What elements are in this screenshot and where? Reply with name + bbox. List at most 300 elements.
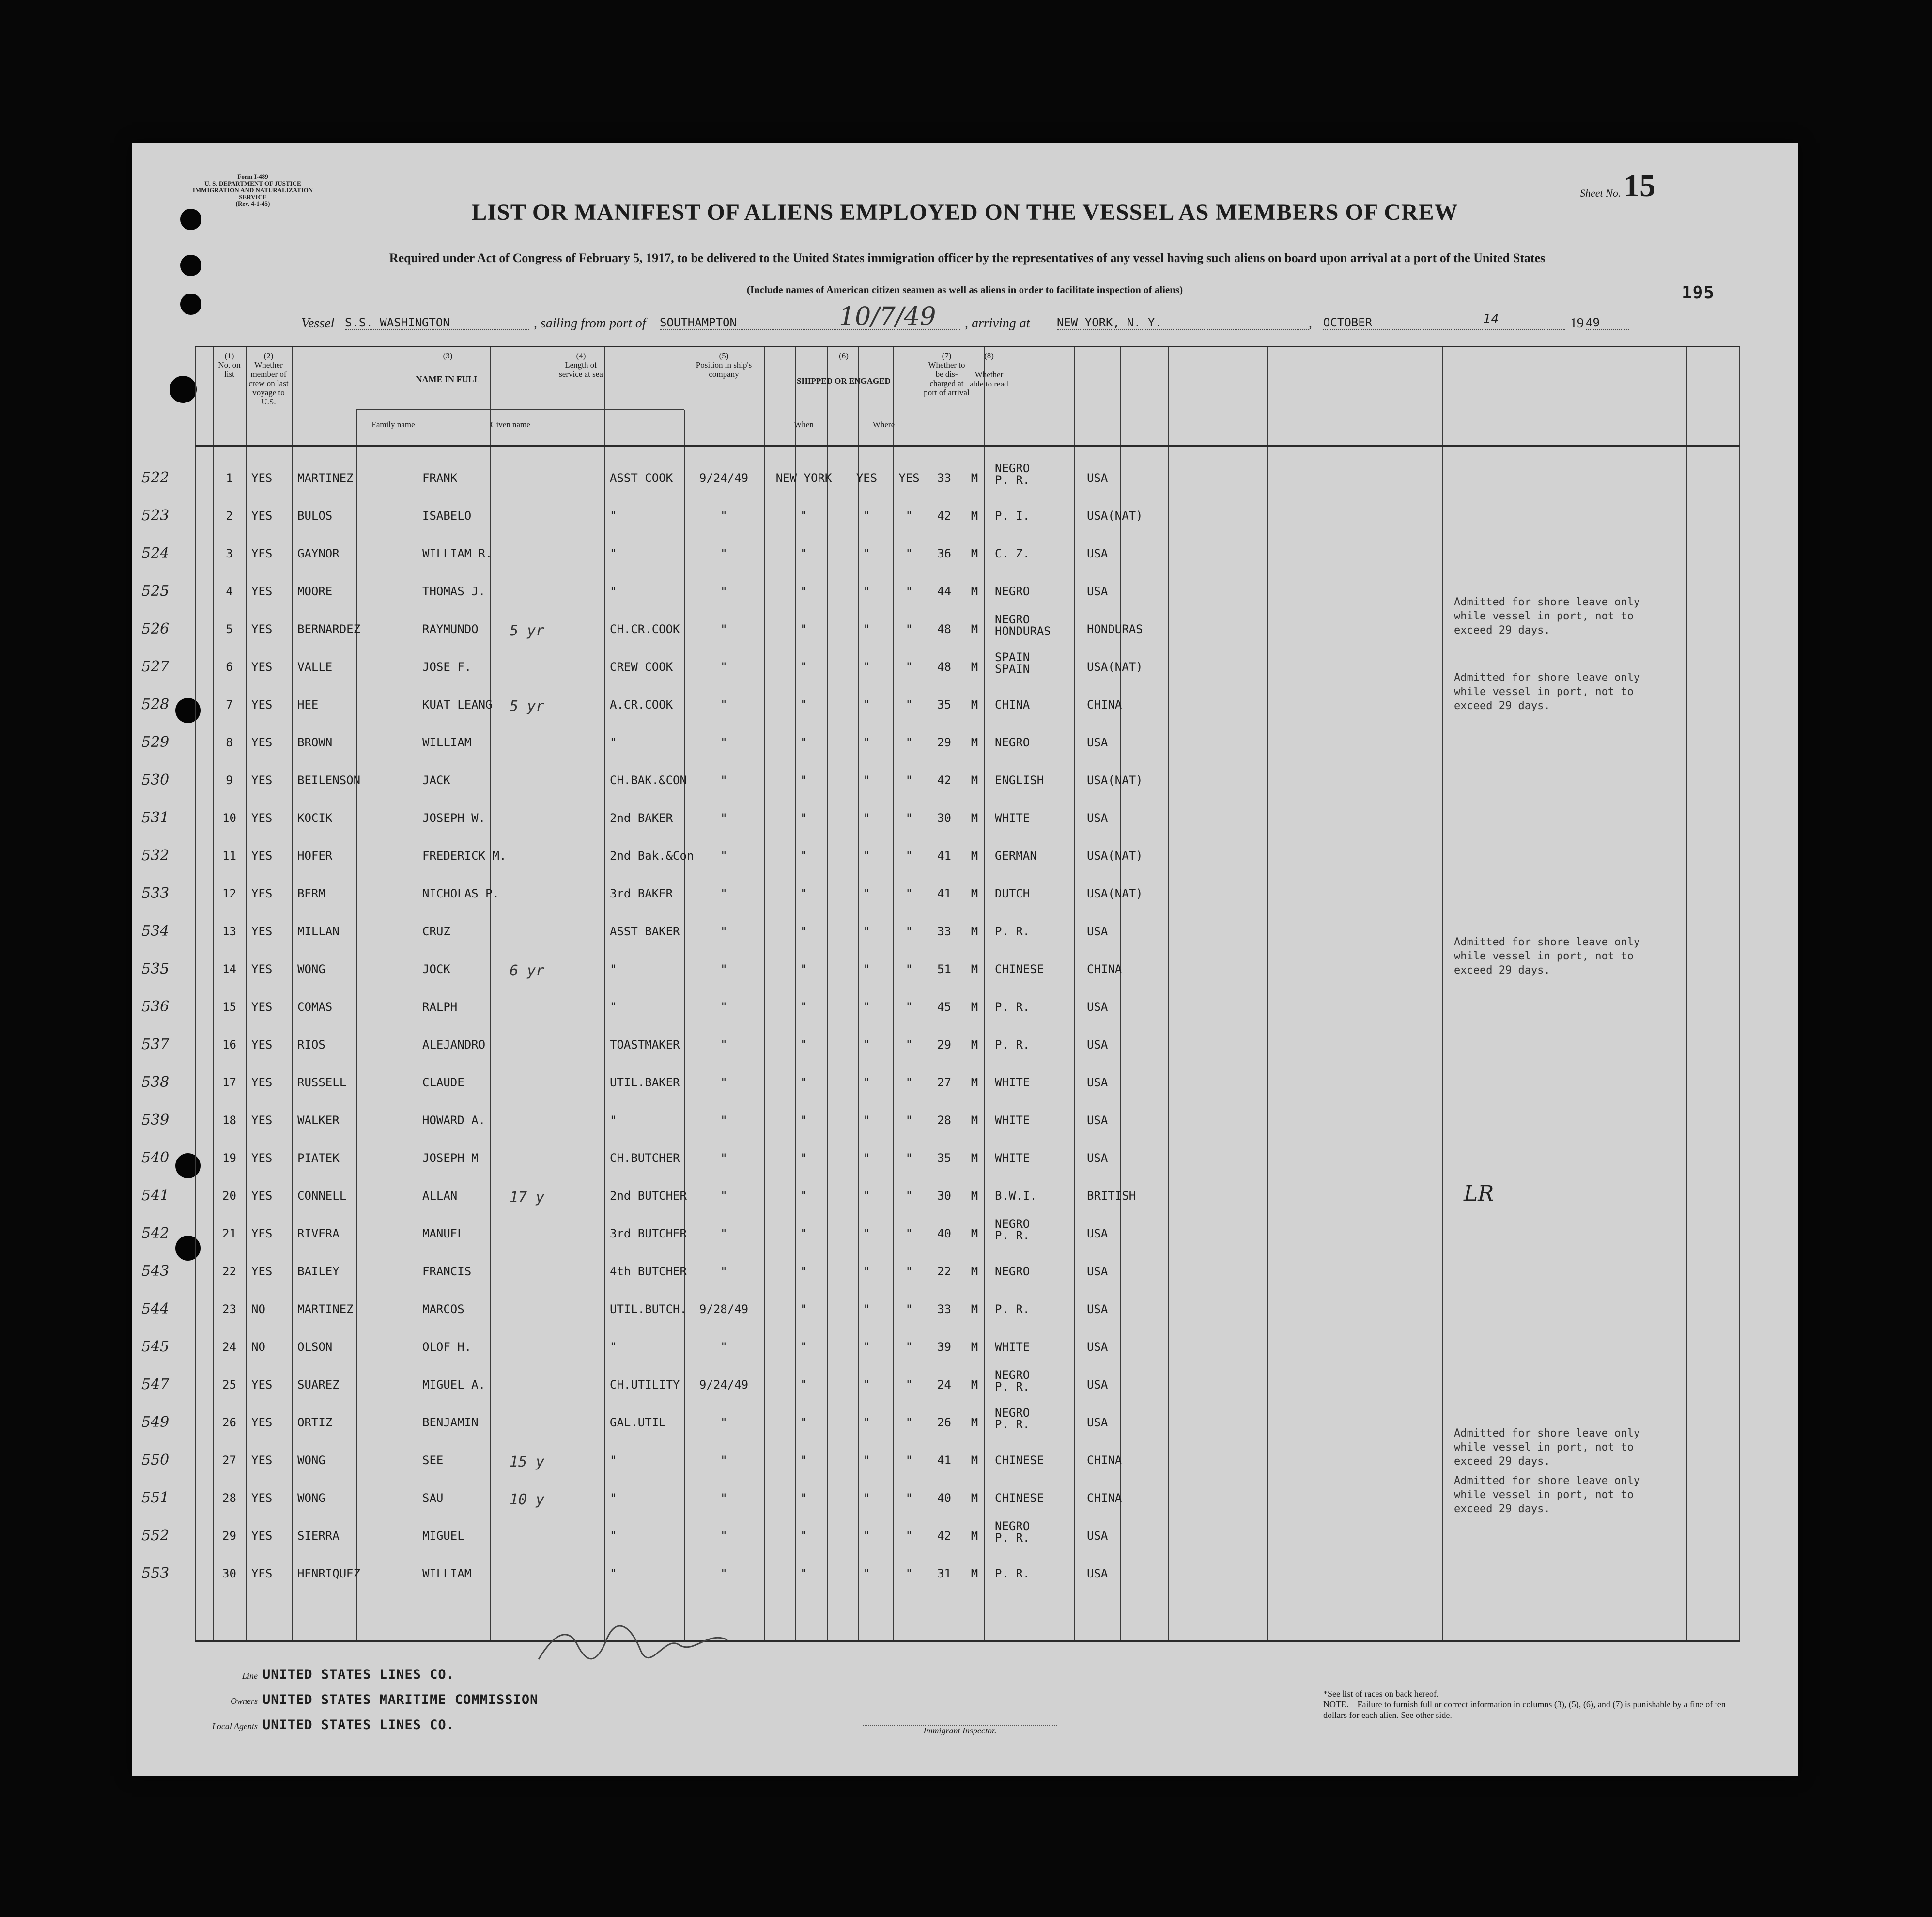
shore-leave-remark: Admitted for shore leave only while vessel in port, not to exceed 29 days. (1454, 1475, 1640, 1515)
cell-family: VALLE (297, 660, 333, 674)
margin-number: 523 (141, 507, 170, 524)
cell-where: " (800, 509, 807, 523)
cell-where: " (800, 1000, 807, 1014)
manifest-sheet (132, 143, 1798, 1776)
cell-when: " (720, 585, 727, 598)
cell-age: 45 (937, 1000, 951, 1014)
table-row (141, 1214, 1740, 1252)
cell-sex: M (971, 622, 978, 636)
cell-when: " (720, 547, 727, 560)
cell-race: GERMAN (995, 849, 1037, 863)
col-header-discharged: Whether to be dis-charged at port of arrival (924, 360, 970, 397)
cell-sex: M (971, 887, 978, 900)
cell-given: CLAUDE (422, 1076, 464, 1089)
cell-member: YES (251, 962, 273, 976)
cell-race: CHINESE (995, 1491, 1044, 1505)
cell-member: NO (251, 1302, 265, 1316)
cell-read: " (905, 1000, 913, 1014)
race-note: *See list of races on back hereof. (1323, 1689, 1439, 1699)
footer (195, 1654, 1745, 1761)
cell-where: " (800, 1453, 807, 1467)
cell-read: " (905, 622, 913, 636)
cell-age: 28 (937, 1113, 951, 1127)
race-line-1: NEGRO (995, 1519, 1030, 1533)
cell-no: 27 (222, 1453, 236, 1467)
cell-no: 25 (222, 1378, 236, 1391)
cell-age: 22 (937, 1265, 951, 1278)
cell-sex: M (971, 773, 978, 787)
cell-family: KOCIK (297, 811, 333, 825)
cell-when: " (720, 1265, 727, 1278)
cell-no: 13 (222, 925, 236, 938)
cell-family: BAILEY (297, 1265, 340, 1278)
voyage-line: Vessel S.S. WASHINGTON , sailing from port of SOUTHAMPTON 10/7/49 , arriving at NEW YORK, N. Y. , OCTOBER 14 19 49 (301, 316, 1778, 335)
cell-family: SIERRA (297, 1529, 340, 1543)
cell-position: " (610, 1529, 617, 1543)
cell-no: 6 (226, 660, 233, 674)
cell-family: CONNELL (297, 1189, 347, 1203)
cell-nationality: CHINA (1087, 698, 1122, 711)
cell-age: 30 (937, 1189, 951, 1203)
cell-given: OLOF H. (422, 1340, 472, 1354)
cell-age: 29 (937, 736, 951, 749)
cell-sex: M (971, 736, 978, 749)
col-header-when: When (794, 420, 814, 429)
line-label: Line (242, 1671, 258, 1681)
cell-family: MARTINEZ (297, 471, 354, 485)
cell-sex: M (971, 1567, 978, 1580)
cell-race: C. Z. (995, 547, 1030, 560)
race-line-2: P. R. (995, 1418, 1030, 1431)
cell-when: 9/28/49 (699, 1302, 749, 1316)
cell-no: 12 (222, 887, 236, 900)
cell-member: YES (251, 736, 273, 749)
cell-race: CHINESE (995, 1453, 1044, 1467)
cell-family: MOORE (297, 585, 333, 598)
margin-number: 553 (141, 1565, 170, 1582)
cell-sex: M (971, 1189, 978, 1203)
cell-sex: M (971, 1113, 978, 1127)
cell-position: " (610, 1000, 617, 1014)
cell-service: 5 yr (510, 622, 545, 639)
cell-where: " (800, 1265, 807, 1278)
cell-where: " (800, 887, 807, 900)
cell-given: ALLAN (422, 1189, 458, 1203)
cell-when: " (720, 622, 727, 636)
cell-given: JOSEPH W. (422, 811, 486, 825)
cell-position: " (610, 585, 617, 598)
cell-age: 41 (937, 849, 951, 863)
cell-family: BROWN (297, 736, 333, 749)
cell-disch: " (863, 1076, 870, 1089)
cell-given: FRANK (422, 471, 458, 485)
cell-disch: " (863, 1189, 870, 1203)
cell-when: " (720, 925, 727, 938)
cell-where: " (800, 1189, 807, 1203)
cell-where: " (800, 1378, 807, 1391)
cell-where: " (800, 1076, 807, 1089)
cell-age: 39 (937, 1340, 951, 1354)
col-header-position: Position in ship's company (696, 360, 752, 379)
cell-disch: " (863, 1567, 870, 1580)
cell-position: " (610, 1453, 617, 1467)
margin-number: 539 (141, 1112, 170, 1129)
cell-disch: " (863, 1113, 870, 1127)
race-line-1: NEGRO (995, 1368, 1030, 1382)
cell-where: " (800, 547, 807, 560)
table-row (141, 534, 1740, 572)
table-row (141, 723, 1740, 761)
cell-nationality: CHINA (1087, 1491, 1122, 1505)
cell-age: 42 (937, 1529, 951, 1543)
cell-when: " (720, 1529, 727, 1543)
cell-disch: " (863, 1340, 870, 1354)
cell-given: MIGUEL (422, 1529, 464, 1543)
col-8-number: (8) (984, 351, 994, 360)
cell-read: " (905, 1340, 913, 1354)
table-row (141, 799, 1740, 836)
cell-given: BENJAMIN (422, 1416, 479, 1429)
cell-age: 51 (937, 962, 951, 976)
cell-where: " (800, 1340, 807, 1354)
punch-hole (180, 294, 201, 315)
cell-nationality: USA (1087, 1340, 1108, 1354)
cell-when: " (720, 849, 727, 863)
table-row (141, 1328, 1740, 1365)
cell-where: " (800, 849, 807, 863)
handwritten-date: 10/7/49 (839, 302, 936, 331)
cell-member: YES (251, 660, 273, 674)
margin-number: 531 (141, 809, 170, 826)
cell-sex: M (971, 1227, 978, 1240)
cell-age: 36 (937, 547, 951, 560)
cell-read: " (905, 585, 913, 598)
cell-given: THOMAS J. (422, 585, 486, 598)
race-line-1: NEGRO (995, 1217, 1030, 1231)
cell-read: " (905, 887, 913, 900)
cell-no: 17 (222, 1076, 236, 1089)
cell-family: BULOS (297, 509, 333, 523)
cell-member: YES (251, 547, 273, 560)
cell-read: " (905, 547, 913, 560)
cell-family: COMAS (297, 1000, 333, 1014)
cell-position: " (610, 962, 617, 976)
cell-age: 42 (937, 509, 951, 523)
shore-leave-remark: Admitted for shore leave only while vessel in port, not to exceed 29 days. (1454, 672, 1640, 712)
cell-no: 18 (222, 1113, 236, 1127)
page-title: LIST OR MANIFEST OF ALIENS EMPLOYED ON THE VESSEL AS MEMBERS OF CREW (471, 200, 1458, 225)
cell-nationality: CHINA (1087, 1453, 1122, 1467)
cell-read: " (905, 736, 913, 749)
cell-given: NICHOLAS P. (422, 887, 499, 900)
cell-disch: " (863, 736, 870, 749)
col-5-number: (5) (719, 351, 729, 360)
cell-age: 33 (937, 1302, 951, 1316)
cell-sex: M (971, 547, 978, 560)
cell-read: " (905, 509, 913, 523)
cell-family: WONG (297, 1491, 325, 1505)
cell-no: 23 (222, 1302, 236, 1316)
cell-sex: M (971, 585, 978, 598)
cell-when: " (720, 1151, 727, 1165)
cell-where: " (800, 1529, 807, 1543)
cell-family: BEILENSON (297, 773, 361, 787)
cell-member: YES (251, 1189, 273, 1203)
owners-label: Owners (230, 1696, 258, 1706)
cell-nationality: USA (1087, 1378, 1108, 1391)
margin-number: 537 (141, 1036, 170, 1053)
cell-member: YES (251, 622, 273, 636)
cell-nationality: USA (1087, 1265, 1108, 1278)
cell-age: 41 (937, 887, 951, 900)
cell-member: YES (251, 925, 273, 938)
table-row (141, 761, 1740, 799)
cell-position: 2nd BAKER (610, 811, 673, 825)
cell-read: " (905, 811, 913, 825)
sheet-number: 15 (1623, 168, 1655, 203)
cell-disch: " (863, 1453, 870, 1467)
requirement-text: Required under Act of Congress of February 5, 1917, to be delivered to the United States immigration officer by the representatives of any vessel having such aliens on board upon arrival at a port of the United States (389, 251, 1546, 265)
cell-position: UTIL.BUTCH. (610, 1302, 687, 1316)
margin-number: 529 (141, 734, 170, 751)
cell-given: RALPH (422, 1000, 458, 1014)
cell-read: " (905, 698, 913, 711)
cell-family: BERM (297, 887, 325, 900)
margin-number: 524 (141, 545, 170, 562)
cell-nationality: BRITISH (1087, 1189, 1136, 1203)
cell-no: 26 (222, 1416, 236, 1429)
cell-race (995, 1520, 1087, 1544)
col-header-where: Where (872, 420, 895, 429)
cell-where: " (800, 660, 807, 674)
cell-disch: " (863, 509, 870, 523)
cell-where: " (800, 1151, 807, 1165)
arrival-year: 49 (1586, 316, 1629, 330)
margin-number: 543 (141, 1263, 170, 1280)
margin-number: 534 (141, 923, 170, 940)
cell-family: HEE (297, 698, 319, 711)
cell-position: 3rd BAKER (610, 887, 673, 900)
cell-read: " (905, 1038, 913, 1051)
cell-age: 48 (937, 660, 951, 674)
table-row (141, 459, 1740, 496)
col-header-name-in-full: NAME IN FULL (416, 374, 480, 384)
cell-nationality: USA (1087, 1529, 1108, 1543)
race-line-1: SPAIN (995, 650, 1030, 664)
margin-number: 522 (141, 469, 170, 486)
cell-nationality: USA (1087, 1302, 1108, 1316)
cell-member: NO (251, 1340, 265, 1354)
cell-sex: M (971, 1529, 978, 1543)
cell-nationality: USA (1087, 1000, 1108, 1014)
cell-race: P. R. (995, 925, 1030, 938)
cell-disch: " (863, 1227, 870, 1240)
cell-position: ASST BAKER (610, 925, 680, 938)
include-note: (Include names of American citizen seamen as well as aliens in order to facilitate inspection of aliens) (746, 284, 1183, 295)
cell-member: YES (251, 1038, 273, 1051)
cell-sex: M (971, 660, 978, 674)
cell-sex: M (971, 1340, 978, 1354)
cell-where: " (800, 1113, 807, 1127)
cell-disch: " (863, 1151, 870, 1165)
arrival-month: OCTOBER (1323, 316, 1565, 330)
cell-race: P. R. (995, 1302, 1030, 1316)
race-line-2: P. R. (995, 1531, 1030, 1545)
cell-race: P. R. (995, 1000, 1030, 1014)
margin-number: 536 (141, 998, 170, 1015)
cell-read: " (905, 1189, 913, 1203)
table-row (141, 988, 1740, 1025)
inspector-signature-line: Immigrant Inspector. (863, 1725, 1057, 1736)
margin-number: 527 (141, 658, 170, 675)
cell-family: ORTIZ (297, 1416, 333, 1429)
cell-race: CHINESE (995, 962, 1044, 976)
cell-position: ASST COOK (610, 471, 673, 485)
cell-when: " (720, 509, 727, 523)
cell-given: RAYMUNDO (422, 622, 479, 636)
race-line-2: SPAIN (995, 662, 1030, 676)
cell-when: " (720, 1000, 727, 1014)
cell-nationality: USA (1087, 811, 1108, 825)
cell-no: 16 (222, 1038, 236, 1051)
cell-race (995, 1218, 1087, 1241)
table-row (141, 496, 1740, 534)
inspector-initials: LR (1464, 1181, 1494, 1206)
cell-read: " (905, 1567, 913, 1580)
cell-position: GAL.UTIL (610, 1416, 666, 1429)
cell-where: " (800, 1038, 807, 1051)
cell-where: " (800, 773, 807, 787)
cell-service: 10 y (510, 1491, 545, 1508)
cell-when: " (720, 1189, 727, 1203)
cell-nationality: USA(NAT) (1087, 849, 1143, 863)
col-2-number: (2) (263, 351, 274, 360)
cell-race: DUTCH (995, 887, 1030, 900)
cell-race: B.W.I. (995, 1189, 1037, 1203)
cell-family: GAYNOR (297, 547, 340, 560)
margin-number: 541 (141, 1187, 170, 1204)
cell-race: WHITE (995, 1340, 1030, 1354)
cell-disch: " (863, 1000, 870, 1014)
cell-service: 5 yr (510, 698, 545, 715)
cell-given: ISABELO (422, 509, 472, 523)
cell-family: BERNARDEZ (297, 622, 361, 636)
cell-race (995, 463, 1087, 486)
margin-number: 542 (141, 1225, 170, 1242)
cell-read: " (905, 660, 913, 674)
cell-no: 8 (226, 736, 233, 749)
table-row (141, 1516, 1740, 1554)
cell-disch: " (863, 849, 870, 863)
cell-race: NEGRO (995, 1265, 1030, 1278)
cell-no: 1 (226, 471, 233, 485)
cell-age: 35 (937, 1151, 951, 1165)
col-header-family-name: Family name (371, 420, 415, 429)
cell-race (995, 651, 1087, 675)
cell-member: YES (251, 1151, 273, 1165)
cell-age: 26 (937, 1416, 951, 1429)
cell-when: " (720, 1038, 727, 1051)
cell-disch: YES (856, 471, 878, 485)
cell-given: FRANCIS (422, 1265, 472, 1278)
cell-given: CRUZ (422, 925, 450, 938)
cell-no: 5 (226, 622, 233, 636)
cell-no: 4 (226, 585, 233, 598)
cell-position: 2nd Bak.&Con (610, 849, 694, 863)
cell-family: WONG (297, 1453, 325, 1467)
cell-age: 29 (937, 1038, 951, 1051)
cell-race: P. R. (995, 1567, 1030, 1580)
cell-sex: M (971, 509, 978, 523)
cell-position: 2nd BUTCHER (610, 1189, 687, 1203)
table-row (141, 1101, 1740, 1139)
cell-read: " (905, 1491, 913, 1505)
cell-no: 19 (222, 1151, 236, 1165)
stamped-page-number: 195 (1682, 283, 1715, 303)
cell-where: " (800, 1302, 807, 1316)
vessel-label: Vessel (301, 316, 335, 331)
cell-given: MANUEL (422, 1227, 464, 1240)
cell-no: 10 (222, 811, 236, 825)
race-line-1: NEGRO (995, 462, 1030, 475)
cell-when: " (720, 660, 727, 674)
cell-no: 15 (222, 1000, 236, 1014)
margin-number: 538 (141, 1074, 170, 1091)
cell-disch: " (863, 698, 870, 711)
cell-when: " (720, 773, 727, 787)
cell-where: " (800, 698, 807, 711)
cell-nationality: USA (1087, 1038, 1108, 1051)
cell-nationality: CHINA (1087, 962, 1122, 976)
race-line-2: P. R. (995, 1380, 1030, 1393)
cell-member: YES (251, 1453, 273, 1467)
cell-sex: M (971, 1265, 978, 1278)
cell-given: KUAT LEANG (422, 698, 493, 711)
col-3-number: (3) (443, 351, 453, 360)
cell-disch: " (863, 1491, 870, 1505)
col-header-length-of-service: Length of service at sea (559, 360, 603, 379)
cell-read: " (905, 773, 913, 787)
cell-given: HOWARD A. (422, 1113, 486, 1127)
cell-when: " (720, 1076, 727, 1089)
cell-member: YES (251, 698, 273, 711)
cell-no: 24 (222, 1340, 236, 1354)
cell-sex: M (971, 1416, 978, 1429)
cell-when: " (720, 1491, 727, 1505)
cell-read: " (905, 1453, 913, 1467)
cell-age: 48 (937, 622, 951, 636)
cell-family: SUAREZ (297, 1378, 340, 1391)
cell-disch: " (863, 660, 870, 674)
cell-where: " (800, 736, 807, 749)
cell-sex: M (971, 925, 978, 938)
cell-age: 40 (937, 1227, 951, 1240)
cell-race: CHINA (995, 698, 1030, 711)
cell-race: WHITE (995, 1076, 1030, 1089)
cell-nationality: USA (1087, 547, 1108, 560)
cell-where: " (800, 1227, 807, 1240)
cell-member: YES (251, 1491, 273, 1505)
cell-nationality: USA (1087, 1076, 1108, 1089)
cell-disch: " (863, 622, 870, 636)
margin-number: 545 (141, 1338, 170, 1355)
cell-where: " (800, 925, 807, 938)
cell-no: 21 (222, 1227, 236, 1240)
penalty-note (1323, 1688, 1740, 1720)
margin-number: 525 (141, 583, 170, 600)
shore-leave-remark: Admitted for shore leave only while vessel in port, not to exceed 29 days. (1454, 1427, 1640, 1468)
table-row (141, 874, 1740, 912)
